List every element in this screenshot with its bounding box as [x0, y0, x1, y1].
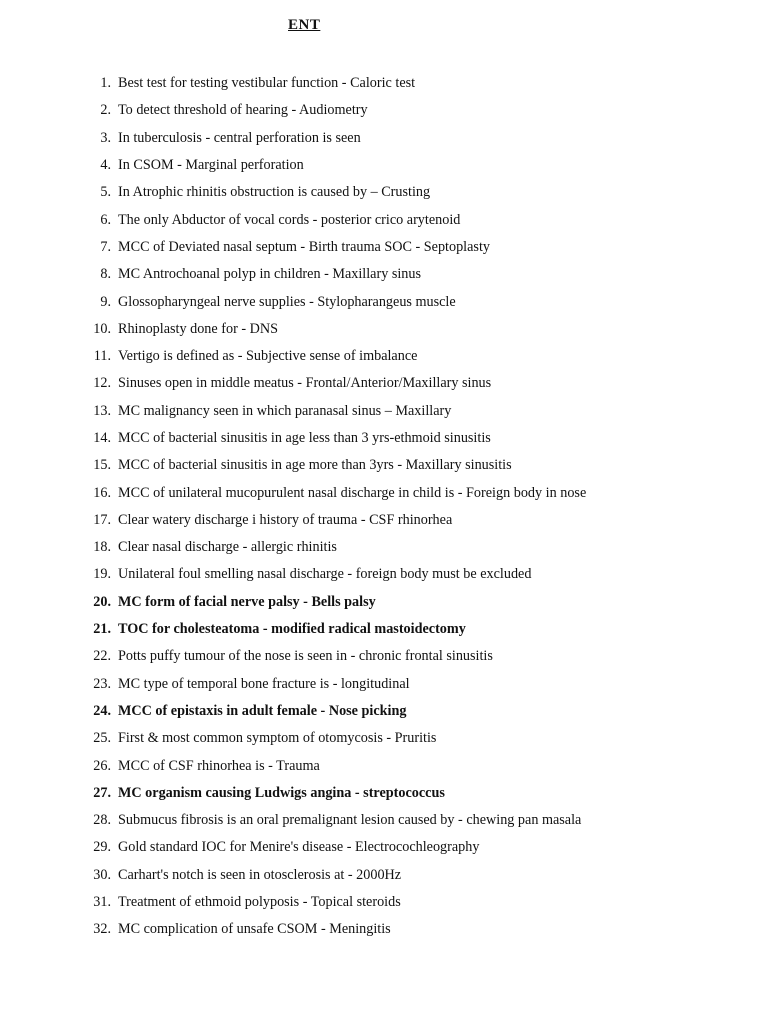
list-item-text: Clear watery discharge i history of trauma - CSF rhinorhea — [118, 511, 453, 528]
list-item-text: Treatment of ethmoid polyposis - Topical steroids — [118, 894, 401, 911]
list-item-number: 17. — [93, 511, 111, 528]
list-item — [86, 671, 586, 698]
list-item-text: MCC of epistaxis in adult female - Nose picking — [118, 702, 407, 719]
list-item — [86, 862, 586, 889]
list-item-number: 2. — [100, 102, 111, 119]
list-item — [86, 261, 586, 288]
list-item-number: 22. — [93, 648, 111, 665]
list-item-number: 11. — [93, 348, 111, 365]
list-item-text: TOC for cholesteatoma - modified radical mastoidectomy — [118, 621, 466, 638]
list-item — [86, 152, 586, 179]
list-item — [86, 288, 586, 315]
list-item-number: 3. — [100, 129, 111, 146]
list-item-number: 16. — [93, 484, 111, 501]
list-item-number: 10. — [93, 320, 111, 337]
list-item-number: 27. — [93, 784, 111, 801]
list-item-number: 25. — [93, 730, 111, 747]
list-item — [86, 698, 586, 725]
list-item — [86, 206, 586, 233]
list-item-text: Potts puffy tumour of the nose is seen in - chronic frontal sinusitis — [118, 648, 493, 665]
list-item — [86, 643, 586, 670]
list-item — [86, 479, 586, 506]
list-item-text: Glossopharyngeal nerve supplies - Stylopharangeus muscle — [118, 293, 456, 310]
list-item-number: 30. — [93, 866, 111, 883]
list-item-text: MCC of CSF rhinorhea is - Trauma — [118, 757, 320, 774]
list-item-text: MC malignancy seen in which paranasal sinus – Maxillary — [118, 402, 452, 419]
list-item-text: Clear nasal discharge - allergic rhinitis — [118, 539, 337, 556]
list-item-text: In Atrophic rhinitis obstruction is caused by – Crusting — [118, 184, 431, 201]
fact-list — [86, 70, 586, 944]
list-item-text: In tuberculosis - central perforation is seen — [118, 129, 361, 146]
list-item-text: MC form of facial nerve palsy - Bells palsy — [118, 593, 376, 610]
list-item-text: Sinuses open in middle meatus - Frontal/Anterior/Maxillary sinus — [118, 375, 492, 392]
list-item-text: MCC of Deviated nasal septum - Birth trauma SOC - Septoplasty — [118, 238, 490, 255]
list-item-number: 26. — [93, 757, 111, 774]
list-item-number: 12. — [93, 375, 111, 392]
list-item — [86, 316, 586, 343]
list-item — [86, 916, 586, 943]
list-item — [86, 97, 586, 124]
list-item-number: 14. — [93, 430, 111, 446]
list-item — [86, 834, 586, 861]
list-item-number: 20. — [93, 593, 111, 610]
list-item — [86, 343, 586, 370]
list-item — [86, 234, 586, 261]
list-item-text: Unilateral foul smelling nasal discharge - foreign body must be excluded — [118, 566, 532, 583]
list-item-text: Vertigo is defined as - Subjective sense of imbalance — [118, 348, 418, 365]
list-item-text: MCC of unilateral mucopurulent nasal discharge in child is - Foreign body in nose — [118, 484, 587, 501]
list-item-number: 1. — [100, 75, 111, 92]
list-item-number: 32. — [93, 921, 111, 938]
list-item-number: 28. — [93, 812, 111, 829]
list-item-number: 18. — [93, 539, 111, 556]
list-item — [86, 589, 586, 616]
list-item-number: 13. — [93, 402, 111, 419]
list-item-text: MC type of temporal bone fracture is - longitudinal — [118, 675, 410, 692]
list-item — [86, 179, 586, 206]
list-item — [86, 561, 586, 588]
list-item-number: 15. — [93, 457, 111, 474]
list-item — [86, 752, 586, 779]
list-item — [86, 507, 586, 534]
list-item-text: The only Abductor of vocal cords - posterior crico arytenoid — [118, 211, 461, 228]
list-item-text: To detect threshold of hearing - Audiometry — [118, 102, 368, 119]
list-item — [86, 452, 586, 479]
list-item — [86, 725, 586, 752]
list-item — [86, 125, 586, 152]
list-item — [86, 780, 586, 807]
list-item-text: Carhart's notch is seen in otosclerosis at - 2000Hz — [118, 866, 402, 883]
list-item-text: MCC of bacterial sinusitis in age more than 3yrs - Maxillary sinusitis — [118, 457, 512, 474]
list-item — [86, 370, 586, 397]
list-item-text: In CSOM - Marginal perforation — [118, 157, 304, 174]
list-item-number: 19. — [93, 566, 111, 583]
page-title: ENT — [288, 17, 321, 33]
list-item — [86, 425, 586, 452]
list-item-number: 9. — [100, 293, 111, 310]
list-item-number: 7. — [100, 238, 111, 255]
list-item — [86, 616, 586, 643]
list-item-text: Submucus fibrosis is an oral premalignant lesion caused by - chewing pan masala — [118, 812, 582, 829]
list-item-number: 29. — [93, 839, 111, 856]
list-item-text: Best test for testing vestibular function - Caloric test — [118, 75, 416, 92]
list-item-number: 8. — [100, 266, 111, 283]
list-item-number: 5. — [100, 184, 111, 201]
list-item-text: MC Antrochoanal polyp in children - Maxillary sinus — [118, 266, 422, 283]
list-item — [86, 807, 586, 834]
list-item-text: MCC of bacterial sinusitis in age less than 3 yrs-ethmoid sinusitis — [118, 430, 491, 446]
list-item-text: Gold standard IOC for Menire's disease - Electrocochleography — [118, 839, 480, 856]
list-item-text: MC complication of unsafe CSOM - Meningitis — [118, 921, 391, 938]
list-item-number: 23. — [93, 675, 111, 692]
list-item — [86, 889, 586, 916]
list-item-text: Rhinoplasty done for - DNS — [118, 320, 278, 337]
list-item-number: 31. — [93, 894, 111, 911]
list-item-number: 21. — [93, 621, 111, 638]
list-item-text: MC organism causing Ludwigs angina - streptococcus — [118, 784, 445, 801]
list-item — [86, 70, 586, 97]
list-item-number: 6. — [100, 211, 111, 228]
list-item-number: 4. — [100, 157, 111, 174]
list-item-number: 24. — [93, 702, 111, 719]
list-item-text: First & most common symptom of otomycosis - Pruritis — [118, 730, 437, 747]
list-item — [86, 398, 586, 425]
list-item — [86, 534, 586, 561]
